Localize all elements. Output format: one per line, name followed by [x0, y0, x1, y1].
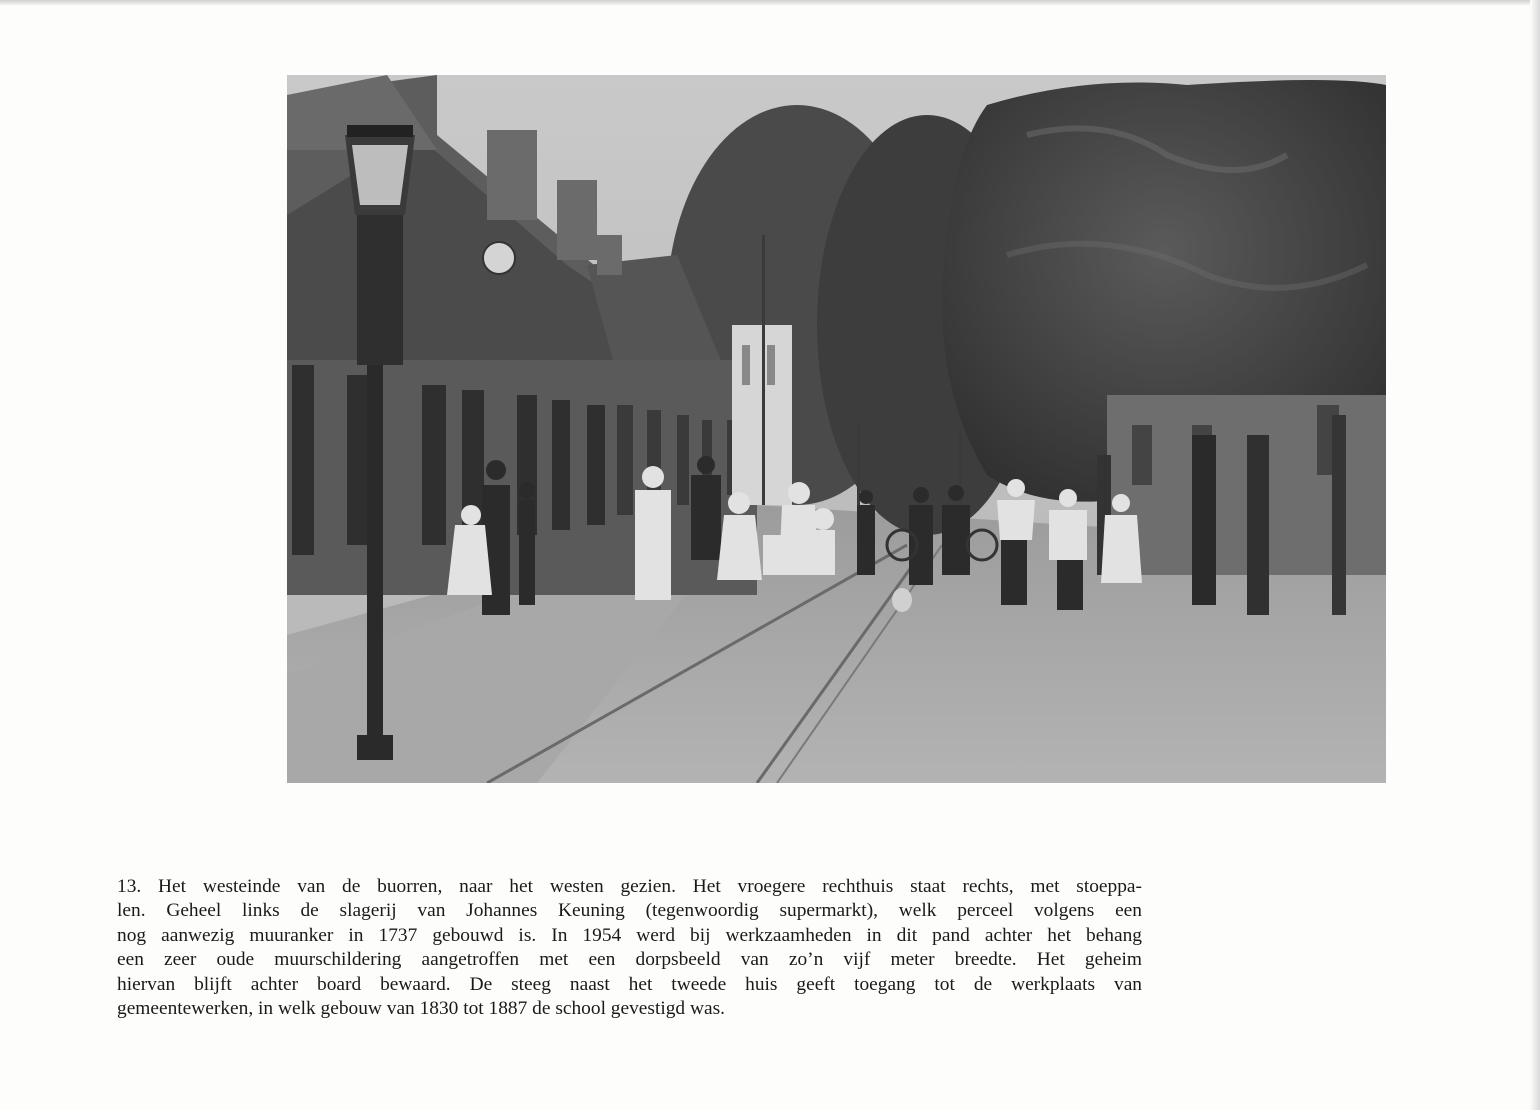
photo-illustration — [287, 75, 1386, 783]
caption-line: hiervan blijft achter board bewaard. De steeg naast het tweede huis geeft toegang tot de werkplaats van — [117, 973, 1142, 995]
caption-line: len. Geheel links de slagerij van Johannes Keuning (tegenwoordig supermarkt), welk perceel volgens een — [117, 900, 1142, 922]
caption-line: 13. Het westeinde van de buorren, naar het westen gezien. Het vroegere rechthuis staat rechts, met stoeppa- — [117, 876, 1142, 897]
photo-caption — [117, 875, 1142, 1021]
caption-line: nog aanwezig muuranker in 1737 gebouwd is. In 1954 werd bij werkzaamheden in dit pand achter het behang — [117, 924, 1142, 946]
caption-line: gemeentewerken, in welk gebouw van 1830 tot 1887 de school gevestigd was. — [117, 998, 725, 1020]
page-right-edge — [1530, 0, 1540, 1110]
historic-street-photo — [287, 75, 1386, 783]
page-top-edge — [0, 0, 1540, 6]
caption-line: een zeer oude muurschildering aangetroffen met een dorpsbeeld van zo’n vijf meter breedte. Het geheim — [117, 949, 1142, 971]
